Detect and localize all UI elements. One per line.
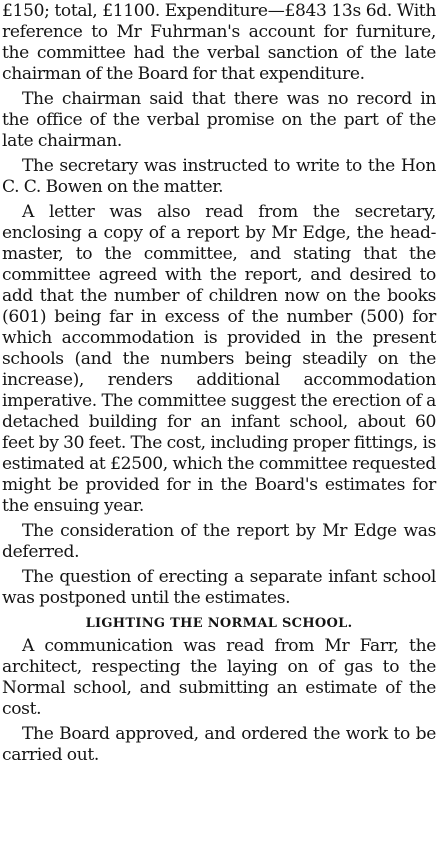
paragraph-secretary-instructed: The secretary was instructed to write to the Hon C. C. Bowen on the matter. (2, 156, 436, 197)
paragraph-chairman-no-record: The chairman said that there was no record in the office of the verbal promise on the part of the late chairman. (2, 89, 436, 151)
paragraph-board-approved: The Board approved, and ordered the work to be carried out. (2, 724, 436, 765)
section-heading: LIGHTING THE NORMAL SCHOOL. (85, 616, 353, 631)
paragraph-infant-school-postponed: The question of erecting a separate infant school was postponed until the estimates. (2, 567, 436, 608)
paragraph-letter-report: A letter was also read from the secretary, enclosing a copy of a report by Mr Edge, the head-master, to the committee, and stating that the committee agreed with the report, and desired to add that the number of children now on the books (601) being far in excess of the number (500) for which accommodation is provided in the present schools (and the numbers being steadily on the increase), renders additional accommodation imperative. The committee suggest the erection of a detached building for an infant school, about 60 feet by 30 feet. The cost, including proper fittings, is estimated at £2500, which the committee requested might be provided for in the Board's estimates for the ensuing year. (2, 202, 436, 516)
paragraph-expenditure: £150; total, £1100. Expenditure—£843 13s 6d. With reference to Mr Fuhrman's account for furniture, the committee had the verbal sanction of the late chairman of the Board for that expenditure. (2, 1, 436, 84)
paragraph-gas-communication: A communication was read from Mr Farr, the architect, respecting the laying on of gas to the Normal school, and submitting an estimate of the cost. (2, 636, 436, 719)
paragraph-report-deferred: The consideration of the report by Mr Edge was deferred. (2, 521, 436, 562)
